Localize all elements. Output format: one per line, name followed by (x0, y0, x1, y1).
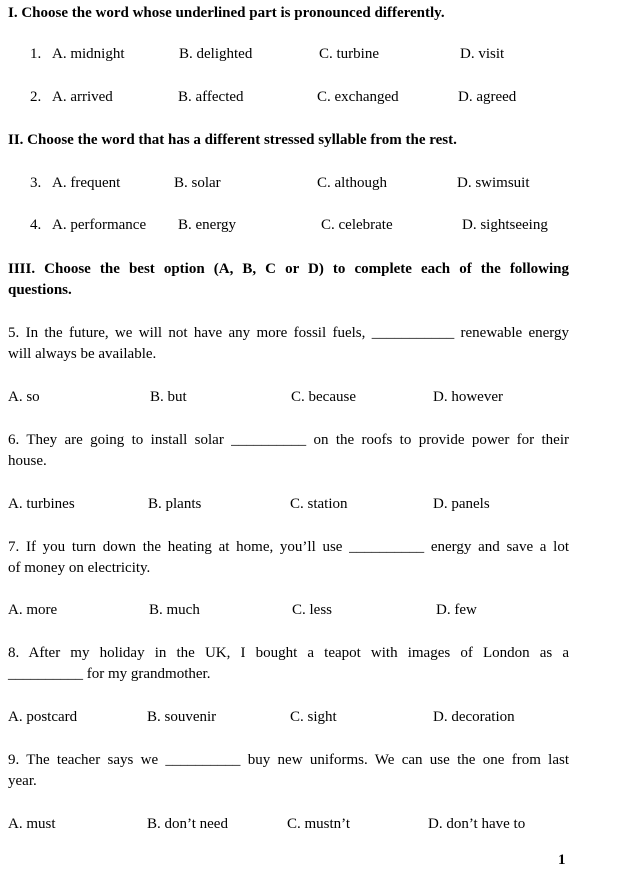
option-c[interactable]: C. sight (290, 709, 337, 725)
option-c[interactable]: C. turbine (319, 46, 379, 62)
question-5-stem (8, 323, 569, 365)
question-7-stem (8, 537, 569, 579)
option-a[interactable]: A. frequent (52, 175, 121, 191)
question-number: 4. (30, 217, 42, 233)
option-c[interactable]: C. celebrate (321, 217, 393, 233)
option-c[interactable]: C. exchanged (317, 89, 399, 105)
stem-line-2: of money on electricity. (8, 560, 151, 576)
option-d[interactable]: D. however (433, 389, 503, 405)
section-3-title (8, 259, 569, 301)
option-a[interactable]: A. must (8, 816, 56, 832)
option-c[interactable]: C. because (291, 389, 356, 405)
option-d[interactable]: D. agreed (458, 89, 517, 105)
option-d[interactable]: D. few (436, 602, 477, 618)
stem-line-1: 5. In the future, we will not have any more fossil fuels, ___________ renewable energy (8, 325, 569, 341)
option-b[interactable]: B. plants (148, 496, 202, 512)
question-number: 2. (30, 89, 42, 105)
option-b[interactable]: B. don’t need (147, 816, 228, 832)
section-2-title: II. Choose the word that has a different stressed syllable from the rest. (8, 132, 457, 148)
question-8-stem (8, 643, 569, 685)
option-c[interactable]: C. less (292, 602, 333, 618)
option-d[interactable]: D. don’t have to (428, 816, 526, 832)
option-b[interactable]: B. but (150, 389, 187, 405)
stem-line-2: will always be available. (8, 346, 157, 362)
question-number: 1. (30, 46, 42, 62)
stem-line-1: 9. The teacher says we __________ buy new uniforms. We can use the one from last (8, 752, 569, 768)
section-3-title-line-2: questions. (8, 282, 72, 298)
option-d[interactable]: D. sightseeing (462, 217, 548, 233)
question-number: 3. (30, 175, 42, 191)
section-3-title-line-1: IIII. Choose the best option (A, B, C or D) to complete each of the following (8, 261, 569, 277)
option-d[interactable]: D. visit (460, 46, 505, 62)
option-b[interactable]: B. affected (178, 89, 244, 105)
option-a[interactable]: A. performance (52, 217, 147, 233)
option-d[interactable]: D. decoration (433, 709, 515, 725)
option-a[interactable]: A. arrived (52, 89, 113, 105)
stem-line-1: 7. If you turn down the heating at home, you’ll use __________ energy and save a lot (8, 539, 569, 555)
option-b[interactable]: B. souvenir (147, 709, 217, 725)
stem-line-1: 8. After my holiday in the UK, I bought a teapot with images of London as a (8, 645, 569, 661)
stem-line-2: house. (8, 453, 47, 469)
option-d[interactable]: D. panels (433, 496, 490, 512)
option-a[interactable]: A. postcard (8, 709, 78, 725)
option-a[interactable]: A. turbines (8, 496, 75, 512)
option-c[interactable]: C. station (290, 496, 348, 512)
page-number: 1 (558, 852, 566, 868)
option-b[interactable]: B. delighted (179, 46, 253, 62)
stem-line-2: year. (8, 773, 37, 789)
stem-line-2: __________ for my grandmother. (8, 666, 211, 682)
option-d[interactable]: D. swimsuit (457, 175, 530, 191)
option-b[interactable]: B. solar (174, 175, 221, 191)
option-b[interactable]: B. much (149, 602, 200, 618)
stem-line-1: 6. They are going to install solar __________ on the roofs to provide power for their (8, 432, 569, 448)
option-c[interactable]: C. although (317, 175, 387, 191)
question-6-stem (8, 430, 569, 472)
option-a[interactable]: A. more (8, 602, 58, 618)
option-b[interactable]: B. energy (178, 217, 237, 233)
option-c[interactable]: C. mustn’t (287, 816, 351, 832)
option-a[interactable]: A. so (8, 389, 40, 405)
question-9-stem (8, 750, 569, 792)
option-a[interactable]: A. midnight (52, 46, 125, 62)
section-1-title: I. Choose the word whose underlined part is pronounced differently. (8, 5, 445, 21)
